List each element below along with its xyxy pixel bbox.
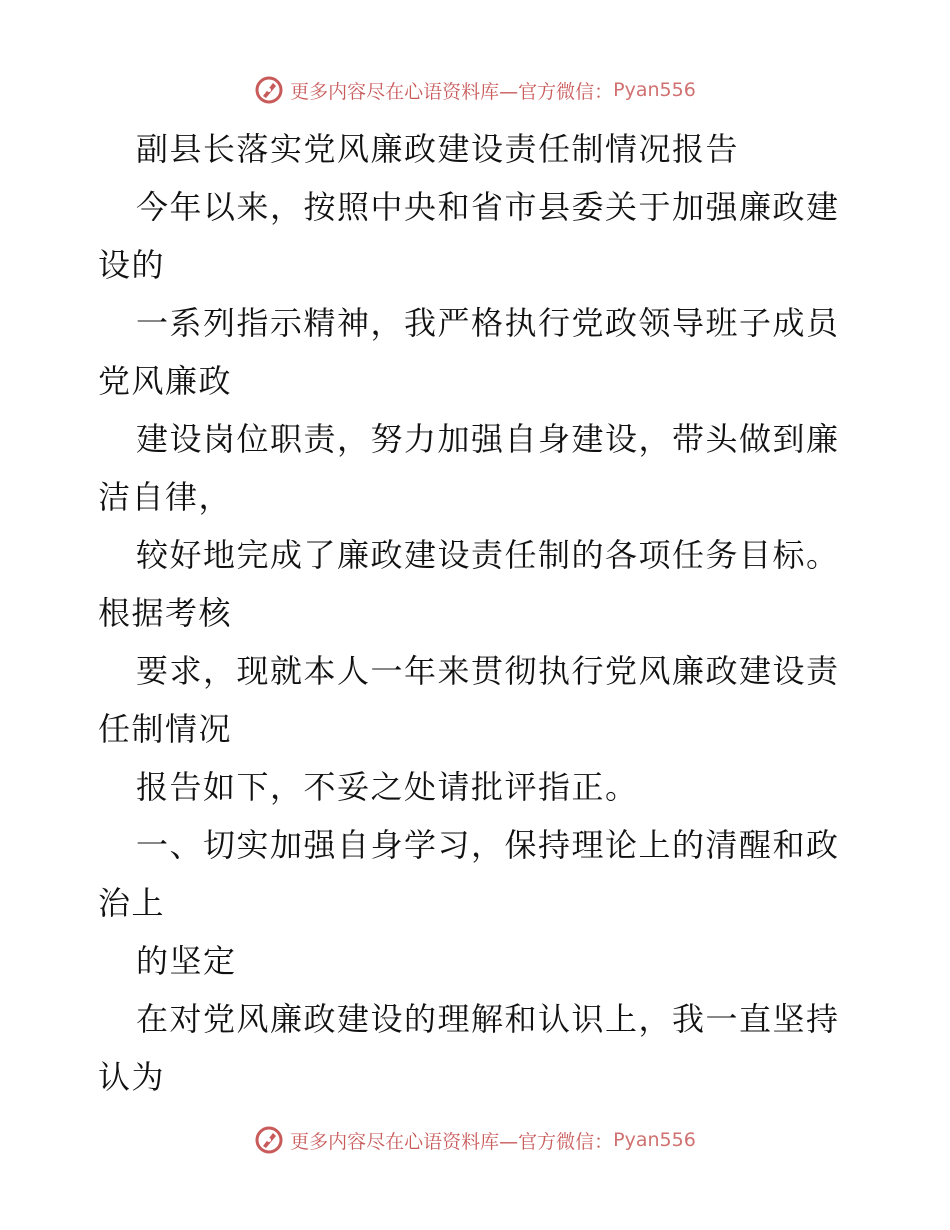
- text-line: 任制情况: [98, 710, 233, 748]
- text-line: 建设岗位职责，努力加强自身建设，带头做到廉: [136, 420, 840, 458]
- text-line: 要求，现就本人一年来贯彻执行党风廉政建设责: [136, 652, 840, 690]
- text-line: 党风廉政: [98, 362, 233, 400]
- text-line: 根据考核: [98, 594, 233, 632]
- text-line: 副县长落实党风廉政建设责任制情况报告: [136, 130, 740, 168]
- watermark-wechat-id: Pyan556: [613, 79, 696, 101]
- text-line: 一系列指示精神，我严格执行党政领导班子成员: [136, 304, 840, 342]
- text-line: 的坚定: [136, 942, 237, 980]
- text-line: 治上: [98, 884, 166, 922]
- text-line: 在对党风廉政建设的理解和认识上，我一直坚持: [136, 1000, 840, 1038]
- header-watermark: [0, 70, 950, 110]
- document-body: [98, 120, 858, 1106]
- pen-nib-circle-icon: [254, 1125, 284, 1155]
- text-line: 认为: [98, 1058, 166, 1096]
- pen-nib-circle-icon: [254, 75, 284, 105]
- text-line: 较好地完成了廉政建设责任制的各项任务目标。: [136, 536, 840, 574]
- watermark-wechat-id: Pyan556: [613, 1129, 696, 1151]
- text-line: 报告如下，不妥之处请批评指正。: [136, 768, 639, 806]
- text-line: 洁自律，: [98, 478, 233, 516]
- footer-watermark: [0, 1120, 950, 1160]
- text-line: 今年以来，按照中央和省市县委关于加强廉政建: [136, 188, 840, 226]
- watermark-text: 更多内容尽在心语资料库—官方微信：: [290, 80, 614, 103]
- text-line: 设的: [98, 246, 166, 284]
- watermark-text: 更多内容尽在心语资料库—官方微信：: [290, 1130, 614, 1153]
- text-line: 一、切实加强自身学习，保持理论上的清醒和政: [136, 826, 840, 864]
